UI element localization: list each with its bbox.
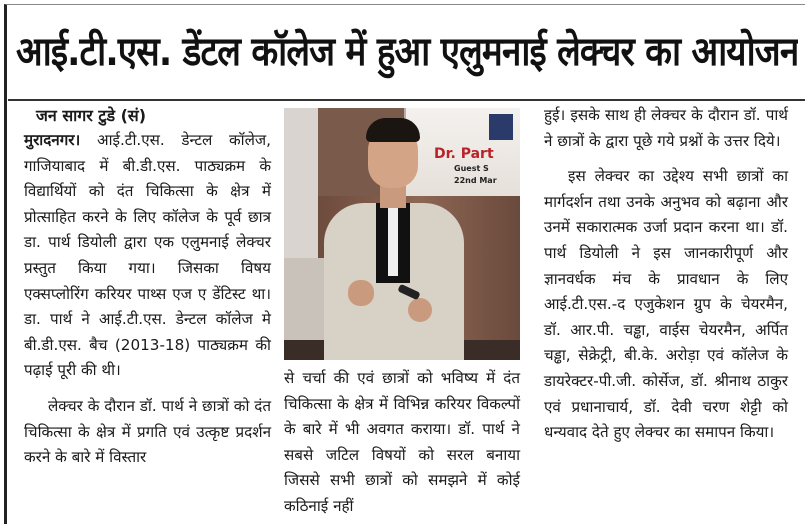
paragraph-gap [544,154,788,164]
paragraph-1-text: आई.टी.एस. डेन्टल कॉलेज, गाजियाबाद में बी.डी.एस. पाठ्यक्रम के विद्यार्थियों को दंत चिकित्सा के क्षेत्र में प्रोत्साहित करने के लिए कॉलेज के पूर्व छात्र डा. पार्थ डियोली द्वारा एक एलुमनाई लेक्चर प्रस्तुत किया गया। जिसका विषय एक्सप्लोरिंग करियर पाथ्स एज ए डेंटिस्ट था। डा. पार्थ ने आई.टी.एस. डेन्टल कॉलेज मे बी.डी.एस. बैच (2013-18) पाठ्यक्रम की पढ़ाई पूरी की थी। [24,131,271,380]
paragraph-5: इस लेक्चर का उद्देश्य सभी छात्रों का मार्गदर्शन तथा उनके अनुभव को बढ़ाना और उनमें सकारात्मक उर्जा प्रदान करना था। डॉ. पार्थ डियोली ने इस जानकारीपूर्ण और ज्ञानवर्धक मंच के प्रावधान के लिए आई.टी.एस.-द एजुकेशन ग्रुप के चेयरमैन, डॉ. आर.पी. चड्ढा, वाईस चेयरमैन, अर्पित चड्ढा, सेक्रेट्री, बी.के. अरोड़ा एवं कॉलेज के डायरेक्टर-पी.जी. कोर्सेज, डॉ. श्रीनाथ ठाकुर एवं प्रधानाचार्य, डॉ. देवी चरण शेट्टी को धन्यवाद देते हुए लेक्चर का समापन किया। [544,167,788,442]
dateline: मुरादनगर। [24,131,81,149]
speaker-tie [388,206,398,276]
byline: जन सागर टुडे (सं) [36,106,147,125]
column-2 [284,366,520,520]
paragraph-2: लेक्चर के दौरान डॉ. पार्थ ने छात्रों को दंत चिकित्सा के क्षेत्र में प्रगति एवं उत्कृष्ट प्रदर्शन करने के बारे में विस्तार [24,396,271,467]
speaker-hand-right [408,298,432,322]
headline: आई.टी.एस. डेंटल कॉलेज में हुआ एलुमनाई लेक्चर का आयोजन [16,29,799,75]
speaker-photo [284,108,520,360]
column-3 [544,103,788,446]
paragraph-4: हुई। इसके साथ ही लेक्चर के दौरान डॉ. पार्थ ने छात्रों के द्वारा पूछे गये प्रश्नों के उत्तर दिये। [544,106,788,150]
banner-logo [489,114,513,140]
speaker-hair [366,118,420,142]
banner-subtitle: Guest S [454,164,489,173]
banner-date: 22nd Mar [454,176,497,185]
paragraph-3: से चर्चा की एवं छात्रों को भविष्य में दंत चिकित्सा के क्षेत्र में विभिन्न करियर विकल्पों के बारे में भी अवगत कराया। डॉ. पार्थ ने सबसे जटिल विषयों को सरल बनाया जिससे सभी छात्रों को समझने में कोई कठिनाई नहीं [284,369,520,515]
paragraph-gap [24,384,271,394]
headline-rule [8,99,805,101]
paragraph-1 [24,128,271,384]
column-1 [24,103,271,471]
banner-name: Dr. Part [434,146,494,162]
speaker-hand-left [348,280,374,306]
